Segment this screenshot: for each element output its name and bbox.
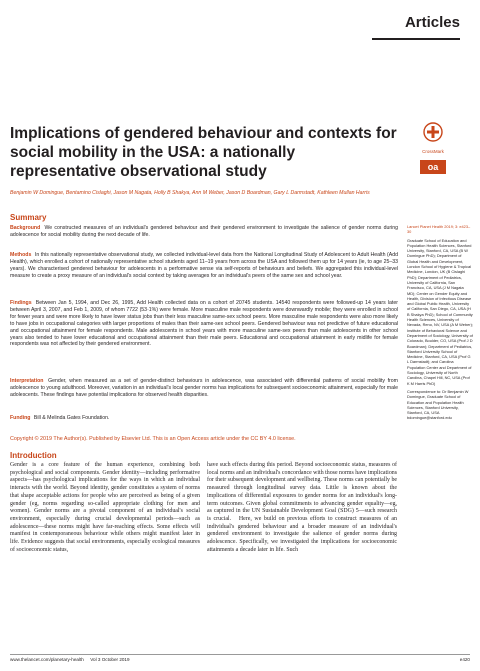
background-label: Background	[10, 225, 41, 231]
background-text: We constructed measures of an individual's gendered behaviour and their gendered environment to investigate the salience of gender norms during adolescence for social mobility during the next decade of life.	[10, 225, 398, 238]
abstract-funding	[10, 415, 398, 422]
abstract-methods	[10, 252, 398, 280]
crossmark-icon	[423, 122, 443, 144]
open-access-logo: oa	[420, 160, 446, 174]
abstract-findings	[10, 300, 398, 348]
introduction-column-2: have such effects during this period. Beyond socioeconomic status, measures of local norms and an individual's concordance with those norms have implications for their subsequent development and wellbeing. These norms can potentially be measured through longitudinal survey data. Little is known about the implications of differential exposures to gender norms for an individual's long-term outcomes. Given global commitments to advancing gender equality—eg, as captured in the UN Sustainable Development Goal (SDG) 5—such research is crucial. Here, we build on previous efforts to construct measures of an individual's gendered behaviour and a broader measure of an individual's gendered environment to investigate the salience of gender norms during adolescence. Specifically, we investigated the implications for socioeconomic attainments a decade later in life. Such	[207, 462, 397, 553]
interpretation-text: Gender, when measured as a set of gender-distinct behaviours in adolescence, was associated with differential patterns of social mobility from adolescence to young adulthood. Moreover, variation in an individual's local gender norms has implications for subsequent socioeconomic attainment, especially for male adolescents. These findings have potential implications for observed health disparities.	[10, 378, 398, 398]
funding-text: Bill & Melinda Gates Foundation.	[33, 415, 110, 421]
copyright-notice: Copyright © 2019 The Author(s). Published by Elsevier Ltd. This is an Open Access article under the CC BY 4.0 license.	[10, 436, 296, 442]
section-rule	[372, 38, 460, 40]
abstract-interpretation	[10, 378, 398, 399]
author-affiliations: Graduate School of Education and Population Health Sciences, Stanford University, Stanford, CA, USA (B W Domingue PhD); Department of Global Health and Development, London School of Hygiene & Tropical Medicine, London, UK (B Cislaghi PhD); Department of Pediatrics, University of California, San Francisco, CA, USA (J M Nagata MD); Center on Gender Equity and Health, Division of Infectious Disease and Global Public Health, University of California, San Diego, CA, USA (H B Shakya PhD); School of Community Health Sciences, University of Nevada, Reno, NV, USA (A M Weber); Institute of Behavioral Science and Department of Sociology, University of Colorado, Boulder, CO, USA (Prof J D Boardman); Department of Pediatrics, Stanford University School of Medicine, Stanford, CA, USA (Prof G L Darmstadt); and Carolina Population Center and Department of Sociology, University of North Carolina, Chapel Hill, NC, USA (Prof K M Harris PhD)	[407, 237, 473, 386]
footer-rule	[10, 654, 470, 655]
article-title: Implications of gendered behaviour and contexts for social mobility in the USA: a nationally representative observational study	[10, 125, 397, 180]
author-list: Benjamin W Domingue, Bentamino Cislaghi, Jason M Nagata, Holly B Shakya, Ann M Weber, Jason D Boardman, Gary L Darmstadt, Kathleen Mullan Harris	[10, 190, 370, 196]
page-number: e420	[459, 657, 470, 662]
introduction-column-1: Gender is a core feature of the human experience, combining both psychological and social components. Gender identity—including performative aspects—has psychological implications for the ways in which an individual interacts with the world. Beyond identity, gender constitutes a system of norms that shape acceptable actions for people who are perceived as being of a given gender (eg, norms regarding so-called appropriate clothing for men and women). Gender norms are a pivotal component of an individual's social environment, especially during crucial developmental periods—such as adolescence—these norms might have far-reaching effects. Some effects will manifest in contemporaneous behaviour while others might manifest later in life. Evidence suggests that social environments, especially ecological measures of socioeconomic status,	[10, 462, 200, 553]
correspondence: Correspondence to: Dr Benjamin W Domingue, Graduate School of Education and Population Health Sciences, Stanford University, Stanford, CA, USA bdomingue@stanford.edu	[407, 388, 469, 421]
section-label: Articles	[404, 14, 460, 31]
methods-label: Methods	[10, 252, 32, 258]
findings-label: Findings	[10, 300, 32, 306]
footer-url[interactable]: www.thelancet.com/planetary-health	[10, 657, 84, 662]
sidebar	[407, 224, 473, 424]
introduction-heading: Introduction	[10, 451, 57, 460]
journal-citation: Lancet Planet Health 2019; 3: e423–30	[407, 224, 471, 235]
crossmark-logo[interactable]	[418, 122, 448, 154]
footer-source	[10, 657, 130, 662]
abstract-background	[10, 225, 398, 239]
interpretation-label: Interpretation	[10, 378, 44, 384]
findings-text: Between Jan 5, 1994, and Dec 26, 1995, Add Health collected data on a cohort of 20745 students. 14540 respondents were followed-up 14 years later between April 3, 2007, and Feb 1, 2009, of whom 7722 (53·1%) were female. More masculine male respondents were downwardly mobile; they were enrolled in school for fewer years and were more likely to have lower status jobs than their less masculine same-sex school peers. More masculine male respondents were also more likely to have jobs in occupational categories with larger proportions of males than their same-sex school peers. Gendered behaviour was not predictive of future educational and occupational attainment for female respondents. Male adolescents in school years with more masculine same-sex peers than male adolescents in other school years also tended to have lower educational and occupational attainment than their male peers. Educational and occupational attainment in early midlife for female respondents was not affected by their gendered environment.	[10, 300, 398, 348]
methods-text: In this nationally representative observational study, we collected individual-level data from the National Longitudinal Study of Adolescent to Adult Health (Add Health), which enrolled a cohort of nationally representative school students aged 11–19 years from across the USA and followed them up for 14 years (ie, to age 25–33 years). We characterised gendered behaviour for adolescents in a performative sense via self-reports of behaviours and beliefs. We aggregated this individual-level measure to create a proxy measure of an individual's social context by taking averages for an individual's peers of the same sex and school year.	[10, 252, 398, 279]
funding-label: Funding	[10, 415, 31, 421]
crossmark-label: CrossMark	[422, 149, 444, 154]
footer-issue: Vol 3 October 2019	[90, 657, 130, 662]
summary-heading: Summary	[10, 213, 47, 222]
